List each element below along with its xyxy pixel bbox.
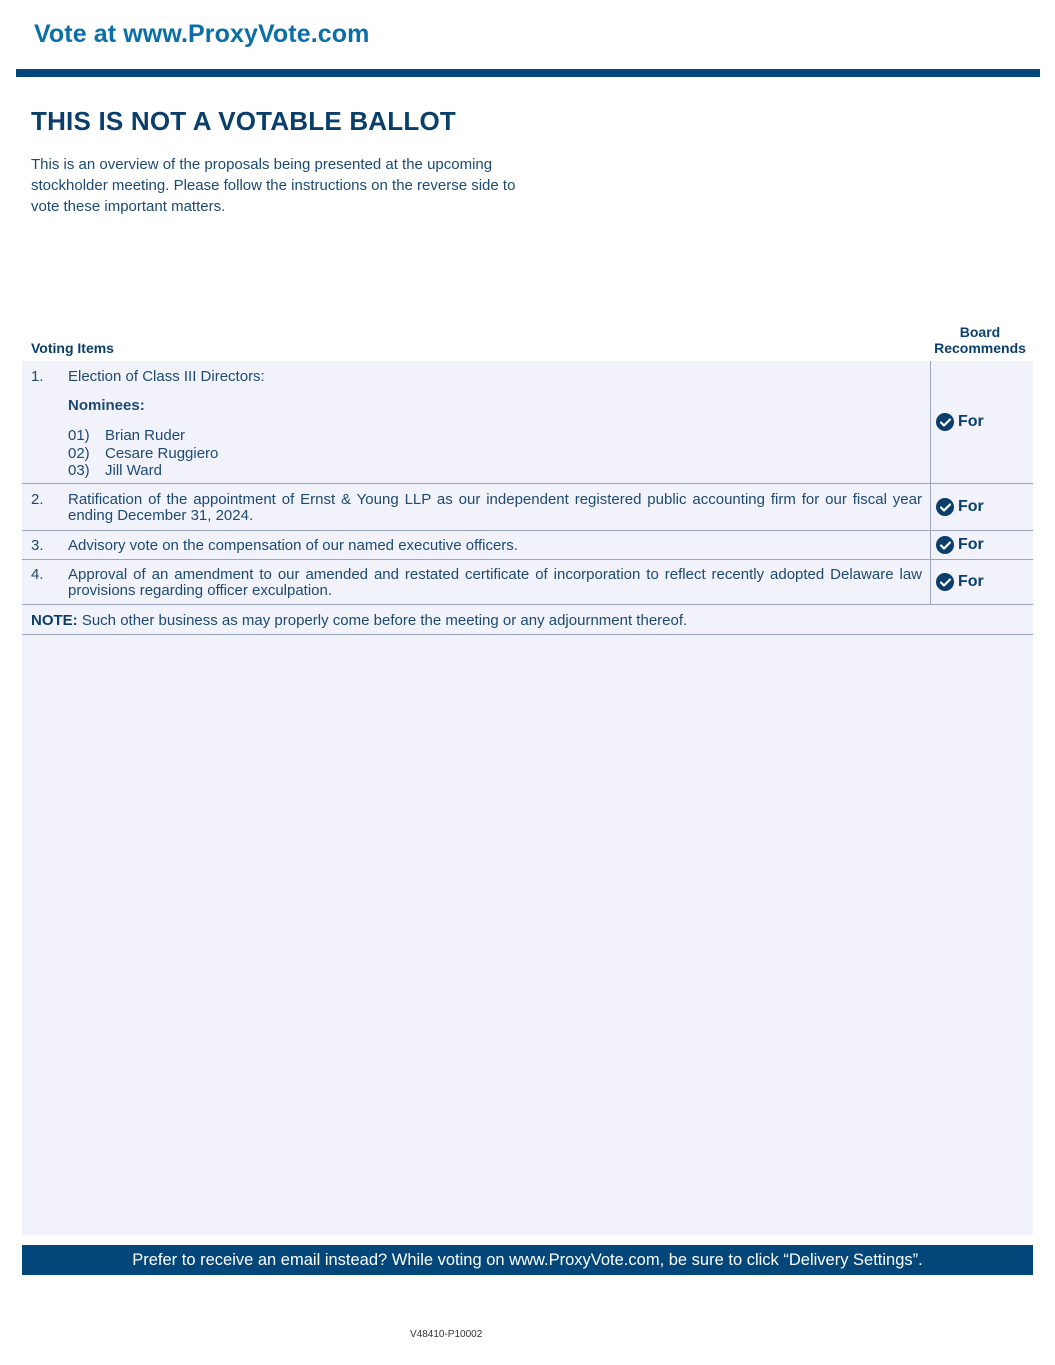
check-circle-icon <box>936 498 954 516</box>
nominees-label: Nominees: <box>68 397 145 414</box>
check-circle-icon <box>936 573 954 591</box>
item-number: 2. <box>31 491 44 508</box>
item-number: 3. <box>31 537 44 554</box>
board-recommends-header <box>928 324 1032 356</box>
voting-items-header: Voting Items <box>31 340 114 356</box>
check-circle-icon <box>936 413 954 431</box>
recommendation <box>936 413 984 431</box>
nominee: 03) Jill Ward <box>68 462 162 479</box>
item-text: Advisory vote on the compensation of our named executive officers. <box>68 537 518 554</box>
nominee: 01) Brian Ruder <box>68 427 186 444</box>
nominee: 02) Cesare Ruggiero <box>68 444 219 462</box>
recommendation-label: For <box>958 498 984 515</box>
recommendation-cell <box>930 361 1033 483</box>
recommendation <box>936 498 984 516</box>
note-label: NOTE: <box>31 612 78 629</box>
intro-text: This is an overview of the proposals being presented at the upcoming stockholder meeting. Please follow the instructions on the reverse side to vote these important matters. <box>31 156 516 215</box>
voting-item-4 <box>22 560 1033 605</box>
recommendation <box>936 573 984 591</box>
recommendation-cell <box>930 484 1033 530</box>
item-number: 1. <box>31 368 44 385</box>
proxyvote-link[interactable]: Vote at www.ProxyVote.com <box>34 20 370 48</box>
header-rule <box>16 69 1040 77</box>
voting-item-3 <box>22 531 1033 560</box>
voting-items-panel <box>22 361 1033 1235</box>
note-body: Such other business as may properly come before the meeting or any adjournment thereof. <box>77 612 688 629</box>
recommendation <box>936 536 984 554</box>
item-text: Approval of an amendment to our amended and restated certificate of incorporation to reflect recently adopted Delaware law provisions regarding officer exculpation. <box>68 566 922 599</box>
note-text <box>31 612 687 629</box>
recommendation-label: For <box>958 413 984 430</box>
item-text: Election of Class III Directors: <box>68 368 265 385</box>
document-code: V48410-P10002 <box>410 1329 483 1340</box>
recommendation-label: For <box>958 536 984 553</box>
check-circle-icon <box>936 536 954 554</box>
item-number: 4. <box>31 566 44 583</box>
page-title: THIS IS NOT A VOTABLE BALLOT <box>31 106 456 136</box>
recommendation-cell <box>930 531 1033 559</box>
board-recommends-line1: Board <box>959 324 1001 340</box>
voting-item-2 <box>22 484 1033 531</box>
nominee-list <box>68 427 922 480</box>
email-delivery-banner: Prefer to receive an email instead? While voting on www.ProxyVote.com, be sure to click “Delivery Settings”. <box>22 1245 1033 1275</box>
item-text: Ratification of the appointment of Ernst & Young LLP as our independent registered public accounting firm for our fiscal year ending December 31, 2024. <box>68 491 922 524</box>
recommendation-label: For <box>958 573 984 590</box>
note-row <box>22 605 1033 635</box>
recommendation-cell <box>930 560 1033 604</box>
voting-item-1 <box>22 361 1033 484</box>
board-recommends-line2: Recommends <box>934 340 1026 356</box>
